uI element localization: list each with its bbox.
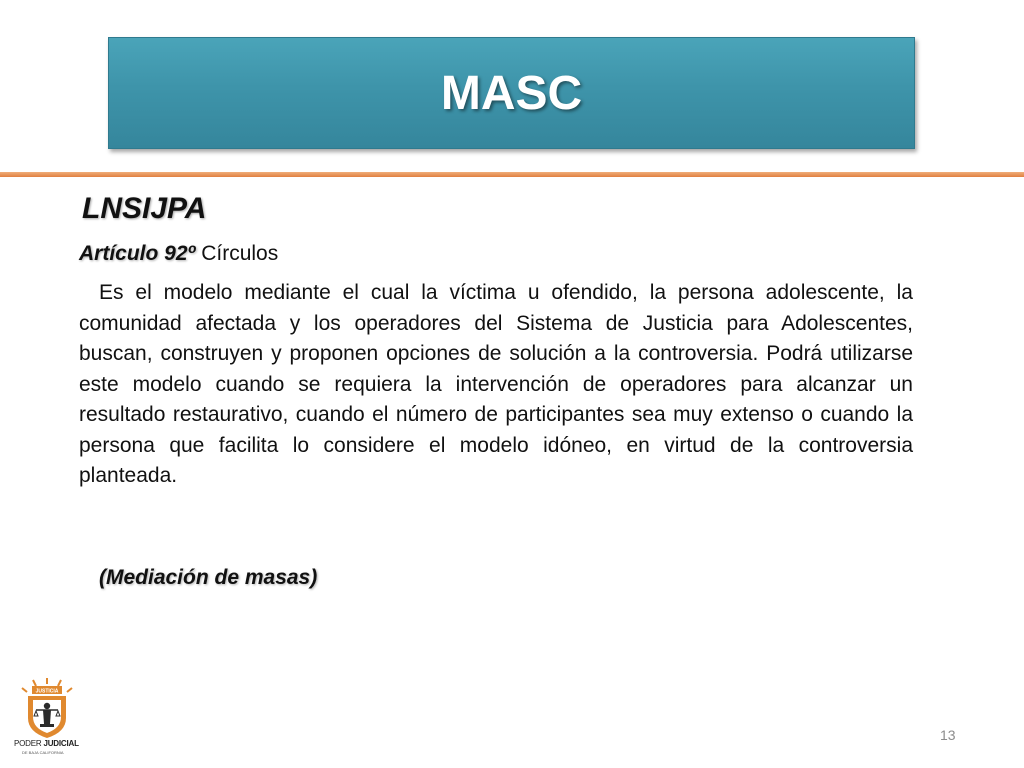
article-number: Artículo 92º [79,242,196,265]
logo-subcaption: DE BAJA CALIFORNIA [22,750,64,755]
article-line [79,242,278,266]
logo-org-part1: PODER [14,739,44,748]
title-bar [108,37,915,149]
slide-title: MASC [440,66,583,120]
orange-divider [0,172,1024,177]
law-heading: LNSIJPA [82,192,207,225]
mediation-note: (Mediación de masas) [99,566,318,589]
article-body: Es el modelo mediante el cual la víctima u ofendido, la persona adolescente, la comunidad afectada y los operadores del Sistema de Justicia para Adolescentes, buscan, construyen y proponen opciones de solución a la controversia. Podrá utilizarse este modelo cuando se requiera la intervención de operadores para alcanzar un resultado restaurativo, cuando el número de participantes sea muy extenso o cuando la persona que facilita lo considere el modelo idóneo, en virtud de la controversia planteada. [79,281,913,487]
svg-text:JUSTICIA: JUSTICIA [35,688,59,695]
article-name: Círculos [201,242,279,265]
logo-org-part2: JUDICIAL [43,739,79,748]
page-number: 13 [940,727,956,743]
logo-caption [14,739,79,748]
